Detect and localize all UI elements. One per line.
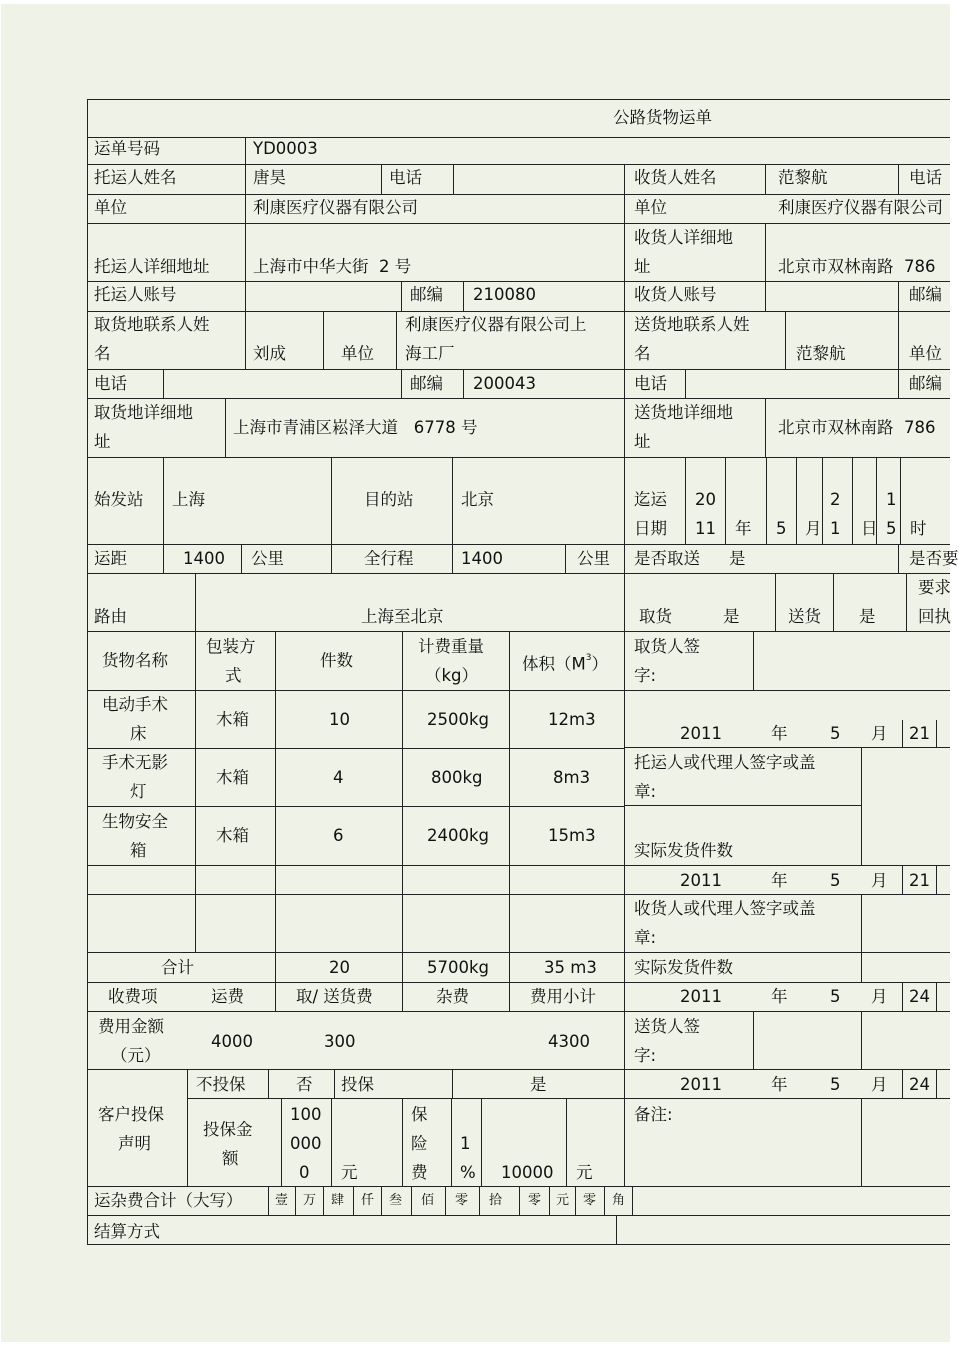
origin-station: 上海 (172, 490, 205, 509)
pickup-contact-label-2: 名 (94, 344, 111, 363)
amount-char: 叁 (389, 1193, 403, 1208)
date-year-2: 11 (695, 519, 716, 538)
shipper-postcode-label: 邮编 (410, 285, 443, 304)
date-3-year-char: 年 (771, 987, 788, 1006)
picker-sign-label-2: 字: (634, 666, 657, 685)
insure-label: 投保 (341, 1075, 374, 1094)
month-char: 月 (805, 519, 822, 538)
date-3-month-char: 月 (871, 987, 888, 1006)
insured-amount-label: 投保金 (203, 1120, 253, 1139)
total-distance-value: 1400 (461, 549, 503, 568)
day-char: 日 (861, 519, 878, 538)
insure-value: 是 (530, 1075, 547, 1094)
goods-3-weight: 2400kg (427, 826, 490, 845)
amount-char: 元 (556, 1193, 570, 1208)
amount-char: 角 (612, 1193, 626, 1208)
amount-char: 拾 (489, 1193, 503, 1208)
date-4-day: 24 (909, 1075, 930, 1094)
insurance-label: 客户投保 (98, 1105, 164, 1124)
amount-char: 佰 (421, 1193, 435, 1208)
distance-value: 1400 (183, 549, 225, 568)
distance-label: 运距 (94, 549, 127, 568)
date-2-month-char: 月 (871, 871, 888, 890)
receipt-required-label: 要求 (918, 578, 951, 597)
deliver-goods-value: 是 (859, 607, 876, 626)
premium-label-3: 费 (411, 1163, 428, 1182)
page-title: 公路货物运单 (613, 108, 712, 127)
waybill-label: 运单号码 (94, 139, 160, 158)
total-label: 合计 (161, 958, 194, 977)
package-header: 包装方 (206, 637, 256, 656)
shipper-sign-label-2: 章: (634, 782, 657, 801)
delivery-phone-label: 电话 (634, 374, 667, 393)
route-path: 上海至北京 (361, 607, 444, 626)
pickup-postcode-label: 邮编 (410, 374, 443, 393)
pickup-delivery-fee-label: 取/ 送货费 (296, 987, 373, 1006)
delivery-address-label-2: 址 (634, 432, 651, 451)
date-1-month: 5 (830, 724, 841, 743)
date-4-year-char: 年 (771, 1075, 788, 1094)
total-count: 20 (329, 958, 350, 977)
shipper-address-label: 托运人详细地址 (94, 257, 210, 276)
insurance-label-2: 声明 (118, 1134, 151, 1153)
pickup-delivery-question: 是否取送 (634, 549, 700, 568)
consignee-phone-label: 电话 (909, 168, 942, 187)
fee-amount-label: 费用金额 (98, 1017, 164, 1036)
pickup-phone-label: 电话 (94, 374, 127, 393)
goods-name-header: 货物名称 (102, 651, 168, 670)
delivery-postcode-label: 邮编 (909, 374, 942, 393)
weight-header: 计费重量 (418, 637, 484, 656)
consignee-sign-label: 收货人或代理人签字或盖 (634, 899, 816, 918)
required-question: 是否要 (909, 549, 959, 568)
insured-amount-label-2: 额 (222, 1149, 239, 1168)
delivery-contact-label-2: 名 (634, 344, 651, 363)
package-header-2: 式 (225, 666, 242, 685)
date-1-year: 2011 (680, 724, 722, 743)
shipper-phone-label: 电话 (389, 168, 422, 187)
pickup-goods-value: 是 (723, 607, 740, 626)
distance-unit: 公里 (251, 549, 284, 568)
pickup-unit-2: 海工厂 (405, 344, 455, 363)
origin-label: 始发站 (94, 490, 144, 509)
premium-label: 保 (411, 1105, 428, 1124)
shipper-name: 唐昊 (253, 168, 286, 187)
waybill-number: YD0003 (253, 139, 318, 158)
date-2-day: 21 (909, 871, 930, 890)
date-1-month-char: 月 (871, 724, 888, 743)
premium-amount: 10000 (501, 1163, 554, 1182)
no-insurance-value: 否 (296, 1075, 313, 1094)
consignee-name-label: 收货人姓名 (634, 168, 717, 187)
date-hour-2: 5 (886, 519, 897, 538)
shipper-account-label: 托运人账号 (94, 285, 177, 304)
consignee-sign-label-2: 章: (634, 928, 657, 947)
weight-header-2: （kg） (425, 666, 479, 685)
date-4-month: 5 (830, 1075, 841, 1094)
total-distance-label: 全行程 (364, 549, 414, 568)
goods-3-volume: 15m3 (548, 826, 596, 845)
premium-label-2: 险 (411, 1134, 428, 1153)
date-4-month-char: 月 (871, 1075, 888, 1094)
goods-1-count: 10 (329, 710, 350, 729)
no-insurance-label: 不投保 (196, 1075, 246, 1094)
actual-count-label-2: 实际发货件数 (634, 958, 733, 977)
volume-header: 体积$(M^3)$ (522, 653, 608, 674)
pickup-address-label: 取货地详细地 (94, 403, 193, 422)
insured-amount-3: 0 (299, 1163, 310, 1182)
date-year-1: 20 (695, 490, 716, 509)
goods-1-weight: 2500kg (427, 710, 490, 729)
date-3-day: 24 (909, 987, 930, 1006)
consignee-address-label-2: 址 (634, 257, 651, 276)
goods-1-name: 电动手术 (102, 695, 168, 714)
goods-2-package: 木箱 (216, 768, 249, 787)
premium-rate-1: 1 (460, 1134, 471, 1153)
deliverer-sign-label: 送货人签 (634, 1017, 700, 1036)
goods-1-package: 木箱 (216, 710, 249, 729)
hour-char: 时 (910, 519, 927, 538)
consignee-unit: 利康医疗仪器有限公司 (778, 198, 943, 217)
shipper-sign-label: 托运人或代理人签字或盖 (634, 753, 816, 772)
delivery-address-label: 送货地详细地 (634, 403, 733, 422)
consignee-name: 范黎航 (778, 168, 828, 187)
date-month: 5 (776, 519, 787, 538)
goods-3-count: 6 (333, 826, 344, 845)
picker-sign-label: 取货人签 (634, 637, 700, 656)
goods-2-volume: 8m3 (553, 768, 591, 787)
goods-3-name: 生物安全 (102, 812, 168, 831)
amount-char: 肆 (331, 1193, 345, 1208)
shipper-address: 上海市中华大街 2 号 (253, 257, 412, 276)
consignee-postcode-label: 邮编 (909, 285, 942, 304)
total-distance-unit: 公里 (577, 549, 610, 568)
deliverer-sign-label-2: 字: (634, 1046, 657, 1065)
route-label: 路由 (94, 607, 127, 626)
delivery-unit-label: 单位 (909, 344, 942, 363)
consignee-address-label: 收货人详细地 (634, 228, 733, 247)
goods-2-name: 手术无影 (102, 753, 168, 772)
shipper-postcode: 210080 (473, 285, 536, 304)
delivery-contact: 范黎航 (796, 344, 846, 363)
goods-3-name-2: 箱 (130, 841, 147, 860)
amount-words-label: 运杂费合计（大写） (94, 1191, 243, 1210)
date-1-year-char: 年 (771, 724, 788, 743)
misc-fee-label: 杂费 (436, 987, 469, 1006)
goods-2-name-2: 灯 (130, 782, 147, 801)
pickup-unit-label: 单位 (341, 344, 374, 363)
year-char: 年 (735, 519, 752, 538)
date-hour-1: 1 (886, 490, 897, 509)
goods-2-weight: 800kg (431, 768, 483, 787)
date-2-year-char: 年 (771, 871, 788, 890)
insured-amount-unit: 元 (341, 1163, 358, 1182)
goods-2-count: 4 (333, 768, 344, 787)
amount-char: 仟 (361, 1193, 375, 1208)
date-2-year: 2011 (680, 871, 722, 890)
goods-1-name-2: 床 (130, 724, 147, 743)
premium-unit: 元 (576, 1163, 593, 1182)
insured-amount-1: 100 (290, 1105, 322, 1124)
freight-label: 运费 (211, 987, 244, 1006)
date-2-month: 5 (830, 871, 841, 890)
remark-label: 备注: (634, 1105, 673, 1124)
date-4-year: 2011 (680, 1075, 722, 1094)
delivery-address: 北京市双林南路 786 (778, 418, 936, 437)
date-label: 迄运 (634, 490, 667, 509)
amount-char: 零 (583, 1193, 597, 1208)
pickup-address-label-2: 址 (94, 432, 111, 451)
date-3-month: 5 (830, 987, 841, 1006)
pickup-contact: 刘成 (253, 344, 286, 363)
date-1-day: 21 (909, 724, 930, 743)
shipper-unit: 利康医疗仪器有限公司 (253, 198, 418, 217)
pickup-unit: 利康医疗仪器有限公司上 (405, 315, 587, 334)
actual-count-label: 实际发货件数 (634, 841, 733, 860)
date-day-2: 1 (830, 519, 841, 538)
amount-char: 零 (528, 1193, 542, 1208)
settlement-label: 结算方式 (94, 1222, 160, 1241)
pickup-delivery-answer: 是 (729, 549, 746, 568)
insured-amount-2: 000 (290, 1134, 322, 1153)
amount-char: 万 (303, 1193, 317, 1208)
count-header: 件数 (320, 651, 353, 670)
pickup-goods-label: 取货 (639, 607, 672, 626)
freight-amount: 4000 (211, 1032, 253, 1051)
date-label-2: 日期 (634, 519, 667, 538)
pickup-address: 上海市青浦区崧泽大道 6778 号 (233, 418, 478, 437)
amount-char: 壹 (275, 1193, 289, 1208)
receipt-required-label-2: 回执 (918, 607, 951, 626)
total-volume: 35 m3 (544, 958, 597, 977)
date-3-year: 2011 (680, 987, 722, 1006)
destination-label: 目的站 (364, 490, 414, 509)
pickup-contact-label: 取货地联系人姓 (94, 315, 210, 334)
destination-station: 北京 (461, 490, 494, 509)
shipper-name-label: 托运人姓名 (94, 168, 177, 187)
shipper-unit-label: 单位 (94, 198, 127, 217)
deliver-goods-label: 送货 (788, 607, 821, 626)
fee-amount-label-2: （元） (111, 1046, 161, 1065)
pickup-postcode: 200043 (473, 374, 536, 393)
fee-item-label: 收费项 (108, 987, 158, 1006)
delivery-contact-label: 送货地联系人姓 (634, 315, 750, 334)
goods-1-volume: 12m3 (548, 710, 596, 729)
subtotal-label: 费用小计 (530, 987, 596, 1006)
subtotal-amount: 4300 (548, 1032, 590, 1051)
total-weight: 5700kg (427, 958, 490, 977)
premium-rate-2: % (460, 1163, 476, 1182)
consignee-address: 北京市双林南路 786 (778, 257, 936, 276)
goods-3-package: 木箱 (216, 826, 249, 845)
consignee-account-label: 收货人账号 (634, 285, 717, 304)
amount-char: 零 (455, 1193, 469, 1208)
consignee-unit-label: 单位 (634, 198, 667, 217)
pickup-delivery-fee: 300 (324, 1032, 356, 1051)
date-day-1: 2 (830, 490, 841, 509)
